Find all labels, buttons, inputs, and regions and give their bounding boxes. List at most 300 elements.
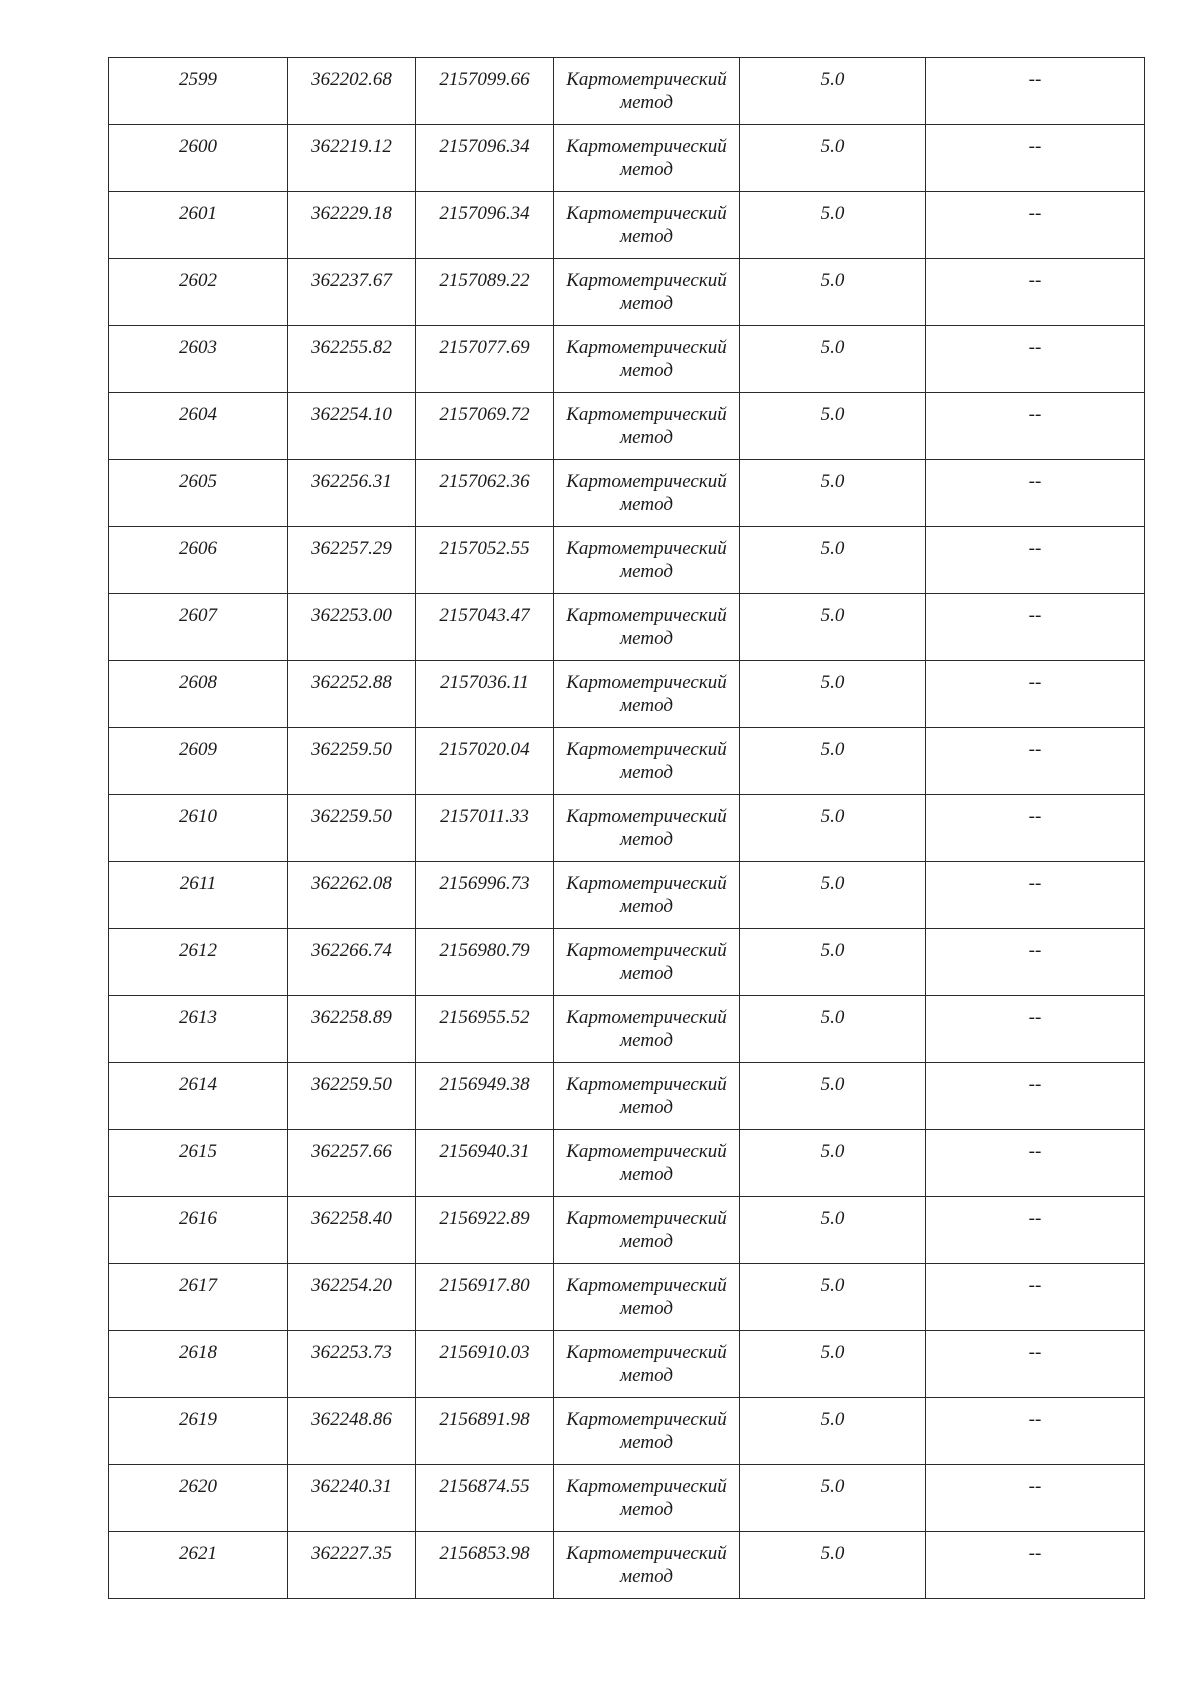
method-cell xyxy=(554,728,740,795)
y-coordinate-cell xyxy=(416,1465,554,1532)
accuracy-cell xyxy=(740,929,926,996)
method-cell xyxy=(554,460,740,527)
point-number-cell xyxy=(109,125,288,192)
method-cell xyxy=(554,125,740,192)
x-coordinate-cell xyxy=(288,929,416,996)
x-coordinate-cell-text: 362254.10 xyxy=(311,404,392,425)
x-coordinate-cell-text: 362219.12 xyxy=(311,136,392,157)
accuracy-cell-text: 5.0 xyxy=(820,337,845,358)
accuracy-cell-text: 5.0 xyxy=(820,1208,845,1229)
y-coordinate-cell xyxy=(416,1130,554,1197)
x-coordinate-cell-text: 362259.50 xyxy=(311,806,392,827)
accuracy-cell xyxy=(740,594,926,661)
point-number-cell-text: 2609 xyxy=(179,739,217,760)
table-row xyxy=(109,1465,1145,1532)
point-number-cell xyxy=(109,728,288,795)
accuracy-cell-text: 5.0 xyxy=(820,605,845,626)
x-coordinate-cell xyxy=(288,1130,416,1197)
table-row xyxy=(109,125,1145,192)
y-coordinate-cell-text: 2157096.34 xyxy=(439,203,530,224)
accuracy-cell-text: 5.0 xyxy=(820,1275,845,1296)
y-coordinate-cell-text: 2156874.55 xyxy=(439,1476,530,1497)
x-coordinate-cell xyxy=(288,1264,416,1331)
x-coordinate-cell-text: 362229.18 xyxy=(311,203,392,224)
x-coordinate-cell-text: 362259.50 xyxy=(311,739,392,760)
method-cell-text: Картометрический метод xyxy=(566,1074,727,1118)
x-coordinate-cell-text: 362255.82 xyxy=(311,337,392,358)
method-cell-text: Картометрический метод xyxy=(566,136,727,180)
note-cell-text: -- xyxy=(1028,806,1042,827)
x-coordinate-cell xyxy=(288,1398,416,1465)
x-coordinate-cell xyxy=(288,1331,416,1398)
accuracy-cell xyxy=(740,661,926,728)
note-cell-text: -- xyxy=(1028,873,1042,894)
method-cell-text: Картометрический метод xyxy=(566,739,727,783)
accuracy-cell xyxy=(740,728,926,795)
x-coordinate-cell-text: 362253.73 xyxy=(311,1342,392,1363)
x-coordinate-cell-text: 362258.40 xyxy=(311,1208,392,1229)
y-coordinate-cell-text: 2157052.55 xyxy=(439,538,530,559)
table-row xyxy=(109,1197,1145,1264)
method-cell-text: Картометрический метод xyxy=(566,471,727,515)
x-coordinate-cell xyxy=(288,862,416,929)
note-cell xyxy=(926,1398,1145,1465)
accuracy-cell xyxy=(740,1331,926,1398)
note-cell xyxy=(926,795,1145,862)
method-cell xyxy=(554,929,740,996)
note-cell xyxy=(926,1465,1145,1532)
y-coordinate-cell xyxy=(416,58,554,125)
x-coordinate-cell-text: 362252.88 xyxy=(311,672,392,693)
note-cell xyxy=(926,460,1145,527)
point-number-cell-text: 2605 xyxy=(179,471,217,492)
y-coordinate-cell-text: 2156980.79 xyxy=(439,940,530,961)
y-coordinate-cell xyxy=(416,1532,554,1599)
note-cell xyxy=(926,1532,1145,1599)
y-coordinate-cell xyxy=(416,460,554,527)
table-row xyxy=(109,1063,1145,1130)
method-cell-text: Картометрический метод xyxy=(566,69,727,113)
point-number-cell-text: 2621 xyxy=(179,1543,217,1564)
x-coordinate-cell xyxy=(288,460,416,527)
note-cell-text: -- xyxy=(1028,203,1042,224)
method-cell-text: Картометрический метод xyxy=(566,873,727,917)
method-cell xyxy=(554,1264,740,1331)
x-coordinate-cell xyxy=(288,393,416,460)
point-number-cell-text: 2616 xyxy=(179,1208,217,1229)
point-number-cell-text: 2617 xyxy=(179,1275,217,1296)
accuracy-cell xyxy=(740,259,926,326)
method-cell xyxy=(554,1130,740,1197)
note-cell-text: -- xyxy=(1028,471,1042,492)
x-coordinate-cell xyxy=(288,326,416,393)
note-cell-text: -- xyxy=(1028,1275,1042,1296)
accuracy-cell-text: 5.0 xyxy=(820,806,845,827)
accuracy-cell-text: 5.0 xyxy=(820,538,845,559)
method-cell xyxy=(554,1465,740,1532)
method-cell-text: Картометрический метод xyxy=(566,605,727,649)
method-cell xyxy=(554,1331,740,1398)
method-cell-text: Картометрический метод xyxy=(566,1007,727,1051)
point-number-cell-text: 2612 xyxy=(179,940,217,961)
y-coordinate-cell-text: 2156910.03 xyxy=(439,1342,530,1363)
accuracy-cell xyxy=(740,1264,926,1331)
y-coordinate-cell-text: 2157069.72 xyxy=(439,404,530,425)
y-coordinate-cell-text: 2156891.98 xyxy=(439,1409,530,1430)
point-number-cell-text: 2611 xyxy=(179,873,217,894)
accuracy-cell-text: 5.0 xyxy=(820,739,845,760)
note-cell xyxy=(926,527,1145,594)
document-page xyxy=(108,57,1144,1599)
point-number-cell xyxy=(109,594,288,661)
accuracy-cell-text: 5.0 xyxy=(820,1409,845,1430)
x-coordinate-cell xyxy=(288,1063,416,1130)
accuracy-cell xyxy=(740,1398,926,1465)
accuracy-cell xyxy=(740,393,926,460)
table-row xyxy=(109,1130,1145,1197)
table-row xyxy=(109,393,1145,460)
point-number-cell xyxy=(109,661,288,728)
method-cell-text: Картометрический метод xyxy=(566,1543,727,1587)
note-cell-text: -- xyxy=(1028,404,1042,425)
note-cell-text: -- xyxy=(1028,270,1042,291)
y-coordinate-cell xyxy=(416,661,554,728)
y-coordinate-cell-text: 2157043.47 xyxy=(439,605,530,626)
note-cell-text: -- xyxy=(1028,605,1042,626)
accuracy-cell xyxy=(740,1130,926,1197)
table-row xyxy=(109,929,1145,996)
x-coordinate-cell xyxy=(288,661,416,728)
point-number-cell-text: 2600 xyxy=(179,136,217,157)
note-cell-text: -- xyxy=(1028,940,1042,961)
x-coordinate-cell xyxy=(288,1197,416,1264)
table-row xyxy=(109,1398,1145,1465)
accuracy-cell-text: 5.0 xyxy=(820,136,845,157)
method-cell-text: Картометрический метод xyxy=(566,1342,727,1386)
point-number-cell-text: 2615 xyxy=(179,1141,217,1162)
accuracy-cell-text: 5.0 xyxy=(820,1342,845,1363)
accuracy-cell xyxy=(740,1465,926,1532)
y-coordinate-cell-text: 2157099.66 xyxy=(439,69,530,90)
x-coordinate-cell-text: 362259.50 xyxy=(311,1074,392,1095)
y-coordinate-cell-text: 2156917.80 xyxy=(439,1275,530,1296)
table-row xyxy=(109,795,1145,862)
y-coordinate-cell-text: 2157096.34 xyxy=(439,136,530,157)
point-number-cell-text: 2603 xyxy=(179,337,217,358)
method-cell-text: Картометрический метод xyxy=(566,203,727,247)
note-cell xyxy=(926,1197,1145,1264)
point-number-cell xyxy=(109,996,288,1063)
y-coordinate-cell xyxy=(416,594,554,661)
point-number-cell xyxy=(109,1465,288,1532)
x-coordinate-cell xyxy=(288,58,416,125)
note-cell xyxy=(926,661,1145,728)
accuracy-cell xyxy=(740,862,926,929)
method-cell xyxy=(554,1532,740,1599)
note-cell xyxy=(926,393,1145,460)
point-number-cell xyxy=(109,929,288,996)
x-coordinate-cell-text: 362257.66 xyxy=(311,1141,392,1162)
note-cell xyxy=(926,259,1145,326)
x-coordinate-cell-text: 362248.86 xyxy=(311,1409,392,1430)
y-coordinate-cell xyxy=(416,1398,554,1465)
x-coordinate-cell-text: 362266.74 xyxy=(311,940,392,961)
x-coordinate-cell-text: 362240.31 xyxy=(311,1476,392,1497)
x-coordinate-cell-text: 362254.20 xyxy=(311,1275,392,1296)
note-cell-text: -- xyxy=(1028,69,1042,90)
note-cell-text: -- xyxy=(1028,1074,1042,1095)
y-coordinate-cell xyxy=(416,1331,554,1398)
point-number-cell xyxy=(109,795,288,862)
accuracy-cell-text: 5.0 xyxy=(820,1074,845,1095)
y-coordinate-cell xyxy=(416,527,554,594)
x-coordinate-cell xyxy=(288,125,416,192)
note-cell xyxy=(926,862,1145,929)
table-row xyxy=(109,1264,1145,1331)
note-cell-text: -- xyxy=(1028,337,1042,358)
x-coordinate-cell xyxy=(288,594,416,661)
note-cell xyxy=(926,58,1145,125)
y-coordinate-cell xyxy=(416,728,554,795)
point-number-cell xyxy=(109,527,288,594)
y-coordinate-cell xyxy=(416,1197,554,1264)
y-coordinate-cell xyxy=(416,795,554,862)
point-number-cell-text: 2620 xyxy=(179,1476,217,1497)
point-number-cell xyxy=(109,1197,288,1264)
x-coordinate-cell xyxy=(288,259,416,326)
table-row xyxy=(109,661,1145,728)
y-coordinate-cell-text: 2156949.38 xyxy=(439,1074,530,1095)
table-row xyxy=(109,58,1145,125)
accuracy-cell-text: 5.0 xyxy=(820,940,845,961)
note-cell-text: -- xyxy=(1028,1007,1042,1028)
point-number-cell-text: 2607 xyxy=(179,605,217,626)
point-number-cell xyxy=(109,1264,288,1331)
note-cell xyxy=(926,1130,1145,1197)
method-cell-text: Картометрический метод xyxy=(566,1409,727,1453)
method-cell-text: Картометрический метод xyxy=(566,806,727,850)
table-row xyxy=(109,728,1145,795)
note-cell xyxy=(926,192,1145,259)
y-coordinate-cell-text: 2156940.31 xyxy=(439,1141,530,1162)
note-cell-text: -- xyxy=(1028,1141,1042,1162)
note-cell-text: -- xyxy=(1028,1208,1042,1229)
note-cell-text: -- xyxy=(1028,538,1042,559)
point-number-cell-text: 2614 xyxy=(179,1074,217,1095)
y-coordinate-cell-text: 2156955.52 xyxy=(439,1007,530,1028)
point-number-cell-text: 2602 xyxy=(179,270,217,291)
method-cell xyxy=(554,862,740,929)
accuracy-cell-text: 5.0 xyxy=(820,69,845,90)
y-coordinate-cell-text: 2157062.36 xyxy=(439,471,530,492)
method-cell xyxy=(554,192,740,259)
point-number-cell-text: 2604 xyxy=(179,404,217,425)
point-number-cell-text: 2599 xyxy=(179,69,217,90)
y-coordinate-cell xyxy=(416,125,554,192)
x-coordinate-cell xyxy=(288,192,416,259)
y-coordinate-cell xyxy=(416,393,554,460)
accuracy-cell-text: 5.0 xyxy=(820,672,845,693)
note-cell xyxy=(926,1264,1145,1331)
method-cell xyxy=(554,527,740,594)
point-number-cell-text: 2610 xyxy=(179,806,217,827)
accuracy-cell-text: 5.0 xyxy=(820,1476,845,1497)
y-coordinate-cell xyxy=(416,862,554,929)
accuracy-cell-text: 5.0 xyxy=(820,404,845,425)
table-row xyxy=(109,1331,1145,1398)
method-cell xyxy=(554,393,740,460)
x-coordinate-cell xyxy=(288,1465,416,1532)
y-coordinate-cell xyxy=(416,326,554,393)
note-cell xyxy=(926,1331,1145,1398)
accuracy-cell-text: 5.0 xyxy=(820,873,845,894)
method-cell xyxy=(554,996,740,1063)
note-cell xyxy=(926,996,1145,1063)
y-coordinate-cell-text: 2157089.22 xyxy=(439,270,530,291)
table-row xyxy=(109,192,1145,259)
table-row xyxy=(109,326,1145,393)
x-coordinate-cell-text: 362237.67 xyxy=(311,270,392,291)
accuracy-cell xyxy=(740,1063,926,1130)
note-cell-text: -- xyxy=(1028,739,1042,760)
point-number-cell xyxy=(109,259,288,326)
coordinates-table-body xyxy=(109,58,1145,1599)
y-coordinate-cell-text: 2156996.73 xyxy=(439,873,530,894)
x-coordinate-cell-text: 362227.35 xyxy=(311,1543,392,1564)
x-coordinate-cell xyxy=(288,527,416,594)
point-number-cell-text: 2618 xyxy=(179,1342,217,1363)
x-coordinate-cell-text: 362262.08 xyxy=(311,873,392,894)
method-cell xyxy=(554,1063,740,1130)
accuracy-cell-text: 5.0 xyxy=(820,471,845,492)
note-cell xyxy=(926,594,1145,661)
note-cell xyxy=(926,728,1145,795)
y-coordinate-cell xyxy=(416,929,554,996)
accuracy-cell xyxy=(740,1197,926,1264)
x-coordinate-cell xyxy=(288,728,416,795)
y-coordinate-cell xyxy=(416,1264,554,1331)
method-cell-text: Картометрический метод xyxy=(566,337,727,381)
point-number-cell-text: 2613 xyxy=(179,1007,217,1028)
y-coordinate-cell xyxy=(416,1063,554,1130)
method-cell xyxy=(554,795,740,862)
x-coordinate-cell-text: 362258.89 xyxy=(311,1007,392,1028)
note-cell xyxy=(926,929,1145,996)
note-cell-text: -- xyxy=(1028,1543,1042,1564)
point-number-cell xyxy=(109,1130,288,1197)
y-coordinate-cell-text: 2157036.11 xyxy=(440,672,529,693)
point-number-cell-text: 2606 xyxy=(179,538,217,559)
method-cell xyxy=(554,1197,740,1264)
y-coordinate-cell-text: 2156853.98 xyxy=(439,1543,530,1564)
method-cell-text: Картометрический метод xyxy=(566,672,727,716)
accuracy-cell xyxy=(740,996,926,1063)
x-coordinate-cell-text: 362256.31 xyxy=(311,471,392,492)
accuracy-cell xyxy=(740,326,926,393)
method-cell-text: Картометрический метод xyxy=(566,270,727,314)
point-number-cell xyxy=(109,326,288,393)
table-row xyxy=(109,527,1145,594)
note-cell-text: -- xyxy=(1028,1476,1042,1497)
x-coordinate-cell-text: 362202.68 xyxy=(311,69,392,90)
method-cell-text: Картометрический метод xyxy=(566,1208,727,1252)
y-coordinate-cell xyxy=(416,996,554,1063)
accuracy-cell xyxy=(740,125,926,192)
point-number-cell-text: 2619 xyxy=(179,1409,217,1430)
method-cell-text: Картометрический метод xyxy=(566,1476,727,1520)
y-coordinate-cell xyxy=(416,259,554,326)
method-cell-text: Картометрический метод xyxy=(566,1141,727,1185)
y-coordinate-cell-text: 2157011.33 xyxy=(440,806,529,827)
accuracy-cell xyxy=(740,527,926,594)
accuracy-cell xyxy=(740,58,926,125)
note-cell-text: -- xyxy=(1028,1342,1042,1363)
method-cell xyxy=(554,661,740,728)
y-coordinate-cell-text: 2157077.69 xyxy=(439,337,530,358)
y-coordinate-cell-text: 2156922.89 xyxy=(439,1208,530,1229)
accuracy-cell-text: 5.0 xyxy=(820,1141,845,1162)
method-cell xyxy=(554,1398,740,1465)
point-number-cell xyxy=(109,58,288,125)
method-cell-text: Картометрический метод xyxy=(566,404,727,448)
method-cell xyxy=(554,58,740,125)
point-number-cell-text: 2608 xyxy=(179,672,217,693)
accuracy-cell-text: 5.0 xyxy=(820,1543,845,1564)
note-cell xyxy=(926,1063,1145,1130)
method-cell xyxy=(554,594,740,661)
point-number-cell xyxy=(109,1398,288,1465)
coordinates-table xyxy=(108,57,1145,1599)
y-coordinate-cell xyxy=(416,192,554,259)
method-cell-text: Картометрический метод xyxy=(566,1275,727,1319)
point-number-cell xyxy=(109,460,288,527)
note-cell-text: -- xyxy=(1028,1409,1042,1430)
accuracy-cell-text: 5.0 xyxy=(820,1007,845,1028)
table-row xyxy=(109,259,1145,326)
note-cell xyxy=(926,326,1145,393)
x-coordinate-cell xyxy=(288,996,416,1063)
accuracy-cell-text: 5.0 xyxy=(820,203,845,224)
y-coordinate-cell-text: 2157020.04 xyxy=(439,739,530,760)
x-coordinate-cell xyxy=(288,795,416,862)
accuracy-cell xyxy=(740,192,926,259)
x-coordinate-cell-text: 362253.00 xyxy=(311,605,392,626)
note-cell-text: -- xyxy=(1028,672,1042,693)
table-row xyxy=(109,1532,1145,1599)
x-coordinate-cell xyxy=(288,1532,416,1599)
x-coordinate-cell-text: 362257.29 xyxy=(311,538,392,559)
table-row xyxy=(109,862,1145,929)
method-cell xyxy=(554,259,740,326)
point-number-cell xyxy=(109,1331,288,1398)
table-row xyxy=(109,594,1145,661)
table-row xyxy=(109,996,1145,1063)
point-number-cell xyxy=(109,192,288,259)
point-number-cell xyxy=(109,1063,288,1130)
point-number-cell xyxy=(109,1532,288,1599)
point-number-cell-text: 2601 xyxy=(179,203,217,224)
accuracy-cell xyxy=(740,795,926,862)
accuracy-cell xyxy=(740,460,926,527)
method-cell-text: Картометрический метод xyxy=(566,538,727,582)
method-cell-text: Картометрический метод xyxy=(566,940,727,984)
point-number-cell xyxy=(109,862,288,929)
method-cell xyxy=(554,326,740,393)
note-cell-text: -- xyxy=(1028,136,1042,157)
accuracy-cell xyxy=(740,1532,926,1599)
table-row xyxy=(109,460,1145,527)
note-cell xyxy=(926,125,1145,192)
